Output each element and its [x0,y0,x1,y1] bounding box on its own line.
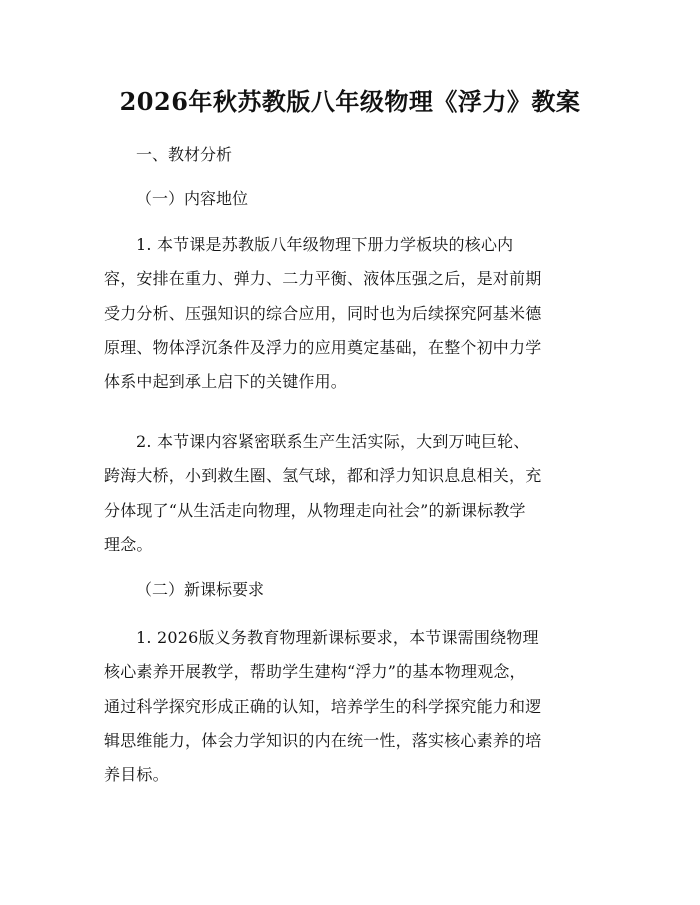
paragraph-curriculum-standard-1 [104,621,604,792]
document-title: 2026年秋苏教版八年级物理《浮力》教案 [119,87,581,116]
paragraph-line: 受力分析、压强知识的综合应用，同时也为后续探究阿基米德 [104,303,542,323]
paragraph-line: 2. 本节课内容紧密联系生产生活实际，大到万吨巨轮、 [136,432,530,451]
paragraph-line: 养目标。 [104,765,169,785]
paragraph-line: 体系中起到承上启下的关键作用。 [104,372,348,392]
paragraph-line: 1. 2026版义务教育物理新课标要求，本节课需围绕物理 [136,628,539,647]
subsection-heading-curriculum-standard: （二）新课标要求 [136,580,265,599]
paragraph-line: 理念。 [104,534,153,554]
paragraph-line: 原理、物体浮沉条件及浮力的应用奠定基础，在整个初中力学 [104,337,542,357]
subsection-heading-content-position: （一）内容地位 [136,189,249,208]
paragraph-line: 核心素养开展教学，帮助学生建构“浮力”的基本物理观念， [104,662,526,682]
paragraph-content-position-1 [104,228,604,399]
paragraph-content-position-2 [104,425,604,562]
paragraph-line: 1. 本节课是苏教版八年级物理下册力学板块的核心内 [136,235,514,254]
section-heading-textbook-analysis: 一、教材分析 [136,145,233,164]
paragraph-line: 容，安排在重力、弹力、二力平衡、液体压强之后，是对前期 [104,269,542,289]
paragraph-line: 通过科学探究形成正确的认知，培养学生的科学探究能力和逻 [104,696,542,716]
paragraph-line: 分体现了“从生活走向物理，从物理走向社会”的新课标教学 [104,500,526,520]
paragraph-line: 辑思维能力，体会力学知识的内在统一性，落实核心素养的培 [104,730,542,750]
paragraph-line: 跨海大桥，小到救生圈、氢气球，都和浮力知识息息相关，充 [104,466,542,486]
